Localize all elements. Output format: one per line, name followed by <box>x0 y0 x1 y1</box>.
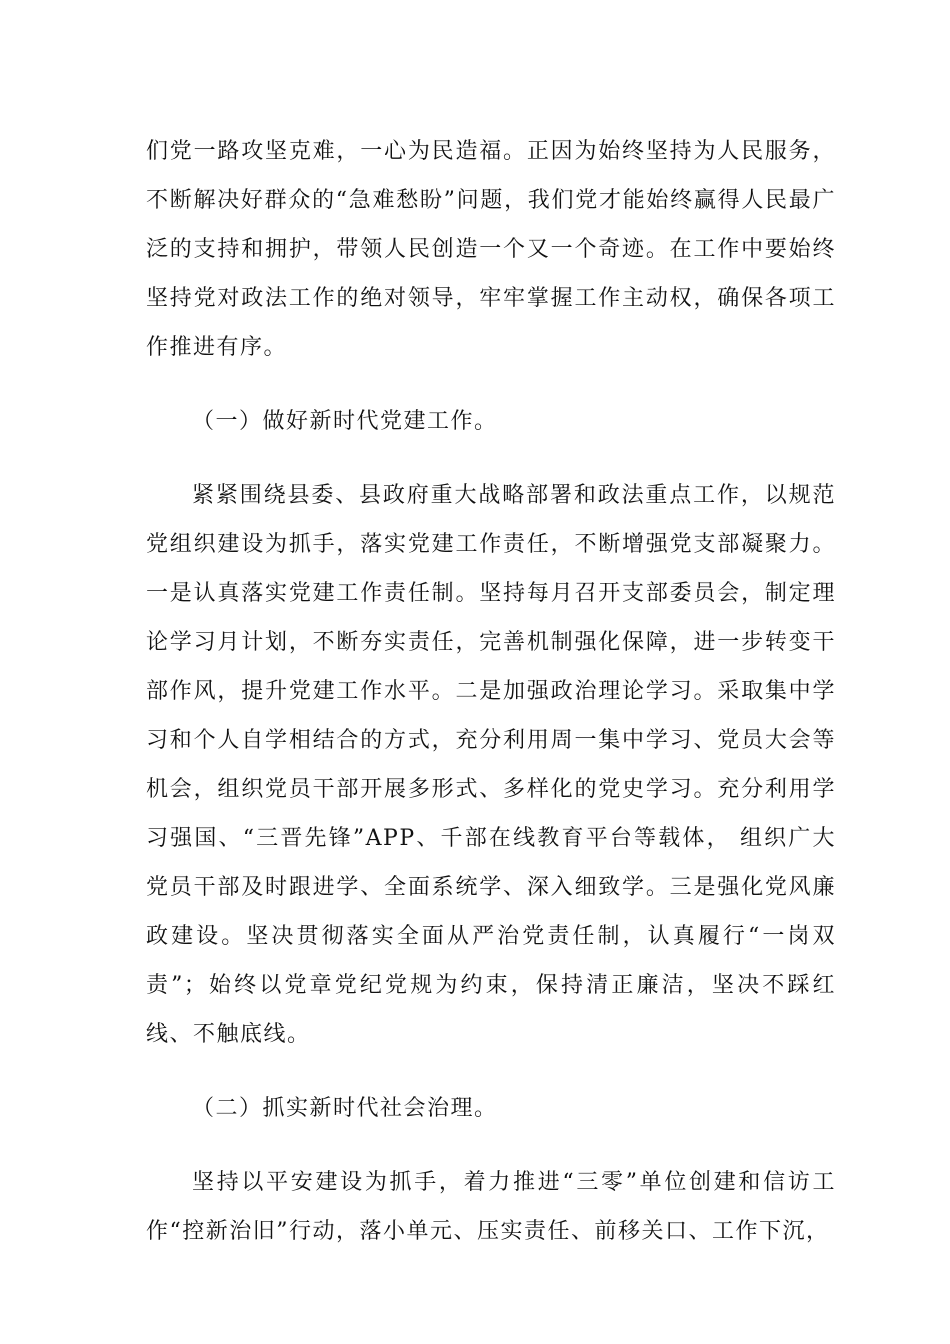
paragraph-spacer <box>146 1059 836 1084</box>
paragraph-spacer <box>146 372 836 397</box>
document-body <box>146 127 836 1256</box>
paragraph-spacer <box>146 1133 836 1158</box>
paragraph-continuation: 们党一路攻坚克难，一心为民造福。正因为始终坚持为人民服务，不断解决好群众的“急难愁盼”问题，我们党才能始终赢得人民最广泛的支持和拥护，带领人民创造一个又一个奇迹。在工作中要始终坚持党对政法工作的绝对领导，牢牢掌握工作主动权，确保各项工作推进有序。 <box>146 139 836 360</box>
section-heading-party-building: （一）做好新时代党建工作。 <box>192 409 498 434</box>
paragraph-social-governance: 坚持以平安建设为抓手，着力推进“三零”单位创建和信访工作“控新治旧”行动，落小单元、压实责任、前移关口、工作下沉， <box>146 1170 836 1244</box>
section-heading-social-governance: （二）抓实新时代社会治理。 <box>192 1096 498 1121</box>
paragraph-spacer <box>146 446 836 471</box>
paragraph-party-building: 紧紧围绕县委、县政府重大战略部署和政法重点工作，以规范党组织建设为抓手，落实党建工作责任，不断增强党支部凝聚力。一是认真落实党建工作责任制。坚持每月召开支部委员会，制定理论学习月计划，不断夯实责任，完善机制强化保障，进一步转变干部作风，提升党建工作水平。二是加强政治理论学习。采取集中学习和个人自学相结合的方式，充分利用周一集中学习、党员大会等机会，组织党员干部开展多形式、多样化的党史学习。充分利用学习强国、“三晋先锋”APP、千部在线教育平台等载体， 组织广大党员干部及时跟进学、全面系统学、深入细致学。三是强化党风廉政建设。坚决贯彻落实全面从严治党责任制，认真履行“一岗双责”；始终以党章党纪党规为约束，保持清正廉洁，坚决不踩红线、不触底线。 <box>146 483 836 1047</box>
